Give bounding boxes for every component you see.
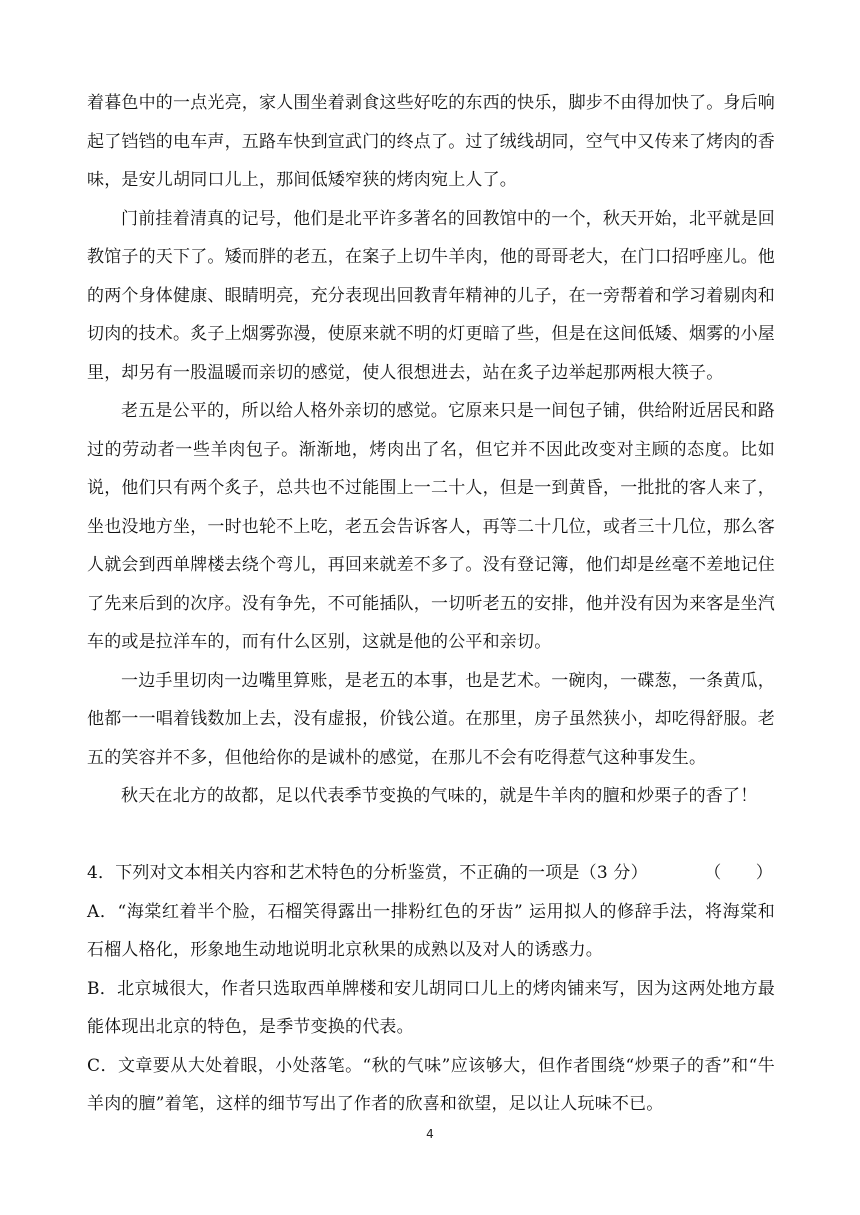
option-b: B．北京城很大，作者只选取西单牌楼和安儿胡同口儿上的烤肉铺来写，因为这两处地方最能体现出北京的特色，是季节变换的代表。 (87, 978, 775, 1037)
question-stem-text: 4．下列对文本相关内容和艺术特色的分析鉴赏，不正确的一项是（3 分） (87, 863, 648, 883)
passage-paragraph-5: 秋天在北方的故都，足以代表季节变换的气味的，就是牛羊肉的膻和炒栗子的香了！ (121, 786, 758, 806)
question-4 (87, 854, 775, 1124)
page-number: 4 (426, 1127, 434, 1141)
passage-paragraph-4: 一边手里切肉一边嘴里算账，是老五的本事，也是艺术。一碗肉，一碟葱，一条黄瓜，他都一一唱着钱数加上去，没有虚报，价钱公道。在那里，房子虽然狭小，却吃得舒服。老五的笑容并不多，但他给你的是诚朴的感觉，在那儿不会有吃得惹气这种事发生。 (87, 670, 775, 768)
passage-paragraph-3: 老五是公平的，所以给人格外亲切的感觉。它原来只是一间包子铺，供给附近居民和路过的劳动者一些羊肉包子。渐渐地，烤肉出了名，但它并不因此改变对主顾的态度。比如说，他们只有两个炙子，总共也不过能围上一二十人，但是一到黄昏，一批批的客人来了，坐也没地方坐，一时也轮不上吃，老五会告诉客人，再等二十几位，或者三十几位，那么客人就会到西单牌楼去绕个弯儿，再回来就差不多了。没有登记簿，他们却是丝毫不差地记住了先来后到的次序。没有争先，不可能插队，一切听老五的安排，他并没有因为来客是坐汽车的或是拉洋车的，而有什么区别，这就是他的公平和亲切。 (87, 401, 775, 652)
answer-blank: （ ） (704, 863, 773, 883)
question-stem (87, 854, 775, 893)
passage-paragraph-1: 着暮色中的一点光亮，家人围坐着剥食这些好吃的东西的快乐，脚步不由得加快了。身后响起了铛铛的电车声，五路车快到宣武门的终点了。过了绒线胡同，空气中又传来了烤肉的香味，是安儿胡同口儿上，那间低矮窄狭的烤肉宛上人了。 (87, 93, 775, 190)
option-a: A．“海棠红着半个脸，石榴笑得露出一排粉红色的牙齿” 运用拟人的修辞手法，将海棠和石榴人格化，形象地生动地说明北京秋果的成熟以及对人的诱惑力。 (87, 901, 775, 960)
option-c: C．文章要从大处着眼，小处落笔。“秋的气味”应该够大，但作者围绕“炒栗子的香”和“牛羊肉的膻”着笔，这样的细节写出了作者的欣喜和欲望，足以让人玩味不已。 (87, 1055, 775, 1114)
passage-paragraph-2: 门前挂着清真的记号，他们是北平许多著名的回教馆中的一个，秋天开始，北平就是回教馆子的天下了。矮而胖的老五，在案子上切牛羊肉，他的哥哥老大，在门口招呼座儿。他的两个身体健康、眼睛明亮，充分表现出回教青年精神的儿子，在一旁帮着和学习着剔肉和切肉的技术。炙子上烟雾弥漫，使原来就不明的灯更暗了些，但是在这间低矮、烟雾的小屋里，却另有一股温暖而亲切的感觉，使人很想进去，站在炙子边举起那两根大筷子。 (87, 208, 775, 383)
passage-text (87, 84, 775, 816)
